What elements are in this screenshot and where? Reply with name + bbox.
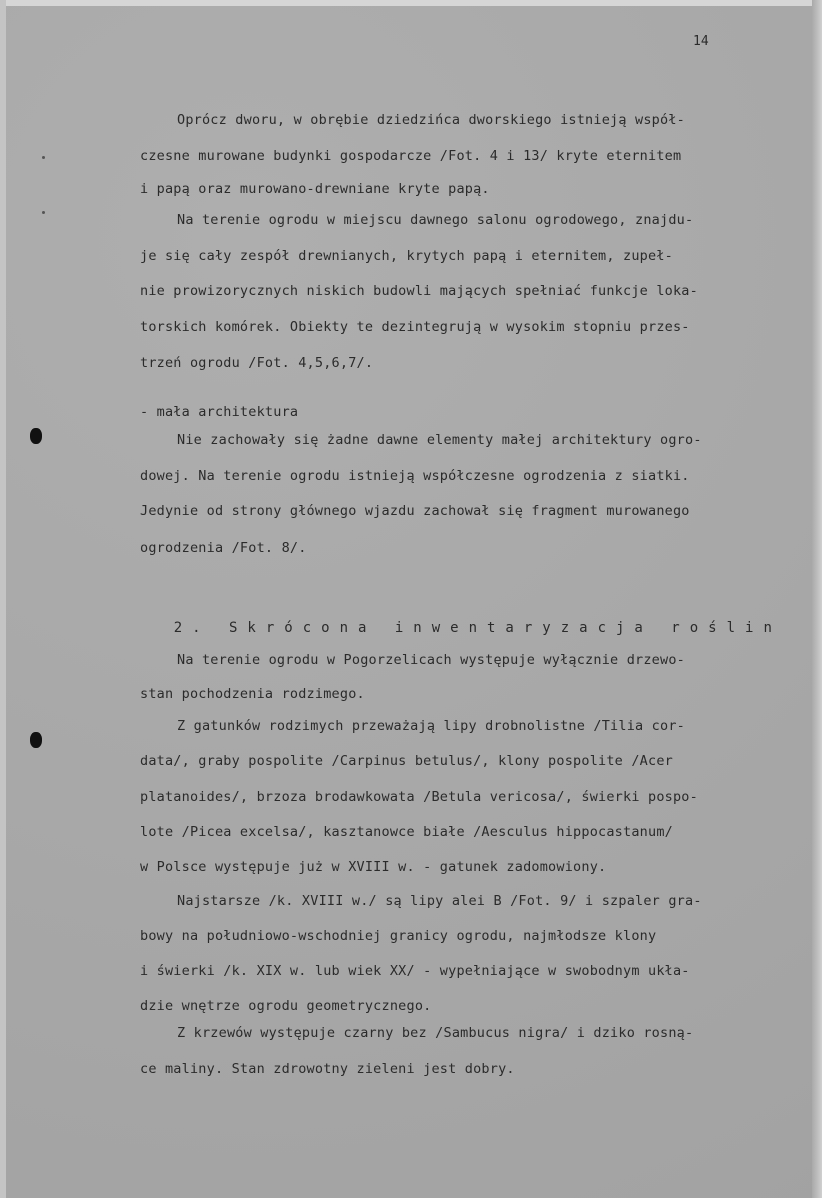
text-line: ce maliny. Stan zdrowotny zieleni jest dobry.: [140, 1061, 515, 1077]
page-edge-right: [812, 0, 822, 1198]
text-line: nie prowizorycznych niskich budowli mających spełniać funkcje loka-: [140, 283, 698, 299]
section-heading-text: 2. Skrócona inwentaryzacja roślin: [173, 620, 782, 636]
section-subheading: - mała architektura: [140, 404, 299, 420]
text-line: dzie wnętrze ogrodu geometrycznego.: [140, 998, 432, 1014]
text-line: Na terenie ogrodu w Pogorzelicach występuje wyłącznie drzewo-: [177, 652, 685, 668]
text-line: torskich komórek. Obiekty te dezintegrują w wysokim stopniu przes-: [140, 319, 690, 335]
page-edge-left: [0, 0, 6, 1198]
section-heading: [140, 604, 782, 652]
text-line: Z krzewów występuje czarny bez /Sambucus nigra/ i dziko rosną-: [177, 1025, 694, 1041]
punch-hole-upper: [30, 428, 42, 444]
text-line: trzeń ogrodu /Fot. 4,5,6,7/.: [140, 355, 374, 371]
page-number: 14: [693, 34, 709, 49]
text-line: czesne murowane budynki gospodarcze /Fot. 4 i 13/ kryte eternitem: [140, 148, 682, 164]
text-line: Jedynie od strony głównego wjazdu zachował się fragment murowanego: [140, 503, 690, 519]
punch-hole-lower: [30, 732, 42, 748]
text-line: platanoides/, brzoza brodawkowata /Betula vericosa/, świerki pospo-: [140, 789, 698, 805]
speck: [42, 156, 45, 159]
text-line: w Polsce występuje już w XVIII w. - gatunek zadomowiony.: [140, 859, 607, 875]
text-line: Nie zachowały się żadne dawne elementy małej architektury ogro-: [177, 432, 702, 448]
text-line: data/, graby pospolite /Carpinus betulus/, klony pospolite /Acer: [140, 753, 673, 769]
text-line: Z gatunków rodzimych przeważają lipy drobnolistne /Tilia cor-: [177, 718, 685, 734]
text-line: Oprócz dworu, w obrębie dziedzińca dworskiego istnieją współ-: [177, 112, 685, 128]
page-edge-top: [0, 0, 822, 6]
speck: [42, 211, 45, 214]
text-line: Na terenie ogrodu w miejscu dawnego salonu ogrodowego, znajdu-: [177, 212, 694, 228]
text-line: stan pochodzenia rodzimego.: [140, 686, 365, 702]
text-line: i papą oraz murowano-drewniane kryte papą.: [140, 181, 490, 197]
text-line: dowej. Na terenie ogrodu istnieją współczesne ogrodzenia z siatki.: [140, 468, 690, 484]
text-line: bowy na południowo-wschodniej granicy ogrodu, najmłodsze klony: [140, 928, 657, 944]
text-line: Najstarsze /k. XVIII w./ są lipy alei B /Fot. 9/ i szpaler gra-: [177, 893, 702, 909]
text-line: lote /Picea excelsa/, kasztanowce białe /Aesculus hippocastanum/: [140, 824, 673, 840]
text-line: i świerki /k. XIX w. lub wiek XX/ - wypełniające w swobodnym ukła-: [140, 963, 690, 979]
text-line: je się cały zespół drewnianych, krytych papą i eternitem, zupeł-: [140, 248, 673, 264]
text-line: ogrodzenia /Fot. 8/.: [140, 540, 307, 556]
